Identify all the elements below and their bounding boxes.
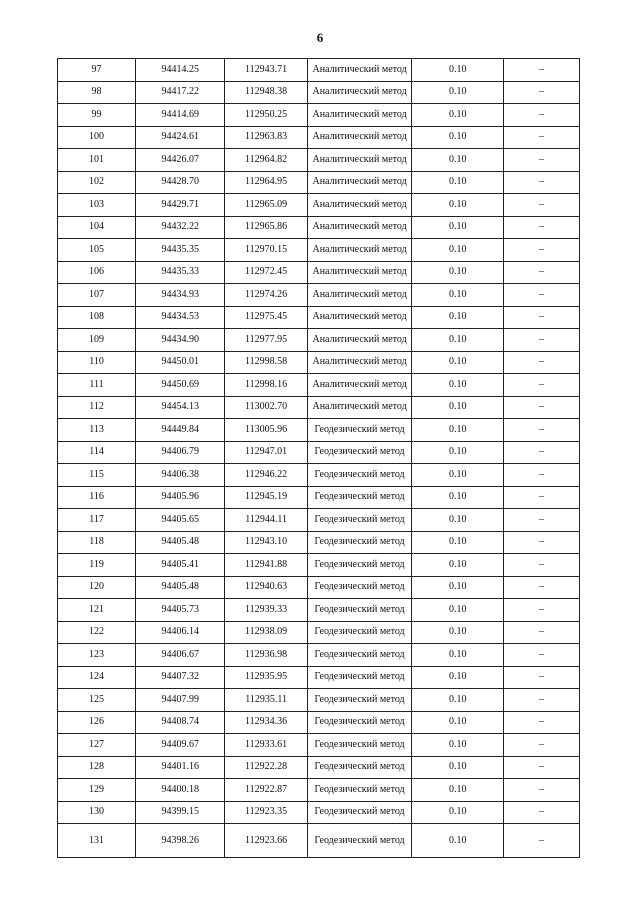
y-coordinate-cell: 112944.11 [225,509,307,532]
accuracy-cell: 0.10 [412,126,503,149]
note-cell: – [503,666,579,689]
method-cell: Аналитический метод [307,396,412,419]
table-row [58,261,580,284]
x-coordinate-cell: 94414.69 [136,104,225,127]
accuracy-cell: 0.10 [412,284,503,307]
x-coordinate-cell: 94432.22 [136,216,225,239]
y-coordinate-cell: 112974.26 [225,284,307,307]
y-coordinate-cell: 112965.86 [225,216,307,239]
point-number-cell: 117 [58,509,136,532]
note-cell: – [503,149,579,172]
accuracy-cell: 0.10 [412,486,503,509]
accuracy-cell: 0.10 [412,689,503,712]
accuracy-cell: 0.10 [412,756,503,779]
method-cell: Геодезический метод [307,711,412,734]
y-coordinate-cell: 112977.95 [225,329,307,352]
method-cell: Геодезический метод [307,554,412,577]
table-row [58,306,580,329]
x-coordinate-cell: 94406.79 [136,441,225,464]
y-coordinate-cell: 112943.10 [225,531,307,554]
note-cell: – [503,171,579,194]
note-cell: – [503,576,579,599]
table-row [58,374,580,397]
method-cell: Геодезический метод [307,756,412,779]
point-number-cell: 102 [58,171,136,194]
point-number-cell: 101 [58,149,136,172]
accuracy-cell: 0.10 [412,531,503,554]
accuracy-cell: 0.10 [412,81,503,104]
note-cell: – [503,734,579,757]
accuracy-cell: 0.10 [412,576,503,599]
x-coordinate-cell: 94434.90 [136,329,225,352]
method-cell: Аналитический метод [307,261,412,284]
table-row [58,531,580,554]
y-coordinate-cell: 112947.01 [225,441,307,464]
x-coordinate-cell: 94400.18 [136,779,225,802]
y-coordinate-cell: 112965.09 [225,194,307,217]
x-coordinate-cell: 94405.96 [136,486,225,509]
method-cell: Геодезический метод [307,531,412,554]
note-cell: – [503,531,579,554]
accuracy-cell: 0.10 [412,711,503,734]
point-number-cell: 125 [58,689,136,712]
accuracy-cell: 0.10 [412,261,503,284]
method-cell: Геодезический метод [307,599,412,622]
table-row [58,824,580,858]
accuracy-cell: 0.10 [412,194,503,217]
point-number-cell: 119 [58,554,136,577]
point-number-cell: 103 [58,194,136,217]
y-coordinate-cell: 112998.58 [225,351,307,374]
method-cell: Аналитический метод [307,149,412,172]
method-cell: Аналитический метод [307,171,412,194]
y-coordinate-cell: 112964.95 [225,171,307,194]
x-coordinate-cell: 94435.33 [136,261,225,284]
accuracy-cell: 0.10 [412,329,503,352]
x-coordinate-cell: 94407.32 [136,666,225,689]
accuracy-cell: 0.10 [412,59,503,82]
note-cell: – [503,239,579,262]
accuracy-cell: 0.10 [412,464,503,487]
table-row [58,486,580,509]
table-row [58,396,580,419]
y-coordinate-cell: 112950.25 [225,104,307,127]
note-cell: – [503,509,579,532]
point-number-cell: 104 [58,216,136,239]
method-cell: Аналитический метод [307,81,412,104]
table-row [58,576,580,599]
note-cell: – [503,464,579,487]
x-coordinate-cell: 94424.61 [136,126,225,149]
y-coordinate-cell: 112922.87 [225,779,307,802]
table-row [58,351,580,374]
y-coordinate-cell: 112963.83 [225,126,307,149]
x-coordinate-cell: 94405.41 [136,554,225,577]
x-coordinate-cell: 94429.71 [136,194,225,217]
accuracy-cell: 0.10 [412,239,503,262]
y-coordinate-cell: 112935.95 [225,666,307,689]
table-row [58,419,580,442]
table-row [58,666,580,689]
note-cell: – [503,216,579,239]
method-cell: Геодезический метод [307,689,412,712]
point-number-cell: 120 [58,576,136,599]
point-number-cell: 116 [58,486,136,509]
accuracy-cell: 0.10 [412,644,503,667]
table-row [58,644,580,667]
point-number-cell: 111 [58,374,136,397]
y-coordinate-cell: 112939.33 [225,599,307,622]
y-coordinate-cell: 113005.96 [225,419,307,442]
accuracy-cell: 0.10 [412,599,503,622]
y-coordinate-cell: 112946.22 [225,464,307,487]
table-row [58,621,580,644]
x-coordinate-cell: 94428.70 [136,171,225,194]
y-coordinate-cell: 112948.38 [225,81,307,104]
note-cell: – [503,689,579,712]
accuracy-cell: 0.10 [412,396,503,419]
note-cell: – [503,756,579,779]
x-coordinate-cell: 94409.67 [136,734,225,757]
x-coordinate-cell: 94399.15 [136,801,225,824]
y-coordinate-cell: 112936.98 [225,644,307,667]
x-coordinate-cell: 94449.84 [136,419,225,442]
note-cell: – [503,284,579,307]
note-cell: – [503,824,579,858]
accuracy-cell: 0.10 [412,104,503,127]
method-cell: Геодезический метод [307,464,412,487]
page-number: 6 [316,30,324,45]
note-cell: – [503,441,579,464]
y-coordinate-cell: 112998.16 [225,374,307,397]
method-cell: Аналитический метод [307,374,412,397]
note-cell: – [503,621,579,644]
method-cell: Геодезический метод [307,441,412,464]
note-cell: – [503,419,579,442]
y-coordinate-cell: 112923.35 [225,801,307,824]
y-coordinate-cell: 112943.71 [225,59,307,82]
point-number-cell: 126 [58,711,136,734]
point-number-cell: 129 [58,779,136,802]
table-row [58,194,580,217]
x-coordinate-cell: 94435.35 [136,239,225,262]
table-row [58,599,580,622]
method-cell: Геодезический метод [307,509,412,532]
table-row [58,284,580,307]
x-coordinate-cell: 94406.14 [136,621,225,644]
note-cell: – [503,554,579,577]
point-number-cell: 100 [58,126,136,149]
y-coordinate-cell: 112975.45 [225,306,307,329]
accuracy-cell: 0.10 [412,419,503,442]
table-row [58,464,580,487]
table-row [58,554,580,577]
y-coordinate-cell: 112940.63 [225,576,307,599]
point-number-cell: 97 [58,59,136,82]
point-number-cell: 123 [58,644,136,667]
table-row [58,81,580,104]
method-cell: Аналитический метод [307,59,412,82]
method-cell: Геодезический метод [307,666,412,689]
method-cell: Геодезический метод [307,486,412,509]
method-cell: Геодезический метод [307,419,412,442]
accuracy-cell: 0.10 [412,171,503,194]
table-row [58,104,580,127]
method-cell: Геодезический метод [307,824,412,858]
note-cell: – [503,126,579,149]
x-coordinate-cell: 94405.48 [136,576,225,599]
accuracy-cell: 0.10 [412,351,503,374]
note-cell: – [503,306,579,329]
accuracy-cell: 0.10 [412,216,503,239]
accuracy-cell: 0.10 [412,824,503,858]
method-cell: Аналитический метод [307,351,412,374]
note-cell: – [503,261,579,284]
point-number-cell: 110 [58,351,136,374]
point-number-cell: 114 [58,441,136,464]
method-cell: Аналитический метод [307,104,412,127]
method-cell: Геодезический метод [307,779,412,802]
note-cell: – [503,801,579,824]
table-row [58,216,580,239]
accuracy-cell: 0.10 [412,734,503,757]
x-coordinate-cell: 94454.13 [136,396,225,419]
point-number-cell: 128 [58,756,136,779]
x-coordinate-cell: 94405.48 [136,531,225,554]
method-cell: Геодезический метод [307,801,412,824]
table-row [58,329,580,352]
table-row [58,756,580,779]
x-coordinate-cell: 94450.01 [136,351,225,374]
x-coordinate-cell: 94405.73 [136,599,225,622]
method-cell: Аналитический метод [307,216,412,239]
method-cell: Геодезический метод [307,621,412,644]
accuracy-cell: 0.10 [412,779,503,802]
accuracy-cell: 0.10 [412,149,503,172]
method-cell: Аналитический метод [307,126,412,149]
table-row [58,59,580,82]
point-number-cell: 105 [58,239,136,262]
note-cell: – [503,486,579,509]
point-number-cell: 108 [58,306,136,329]
x-coordinate-cell: 94426.07 [136,149,225,172]
note-cell: – [503,194,579,217]
x-coordinate-cell: 94406.67 [136,644,225,667]
table-row [58,126,580,149]
y-coordinate-cell: 112970.15 [225,239,307,262]
x-coordinate-cell: 94401.16 [136,756,225,779]
y-coordinate-cell: 112938.09 [225,621,307,644]
method-cell: Геодезический метод [307,576,412,599]
y-coordinate-cell: 112941.88 [225,554,307,577]
x-coordinate-cell: 94434.53 [136,306,225,329]
table-row [58,711,580,734]
accuracy-cell: 0.10 [412,666,503,689]
x-coordinate-cell: 94417.22 [136,81,225,104]
accuracy-cell: 0.10 [412,554,503,577]
note-cell: – [503,81,579,104]
point-number-cell: 130 [58,801,136,824]
accuracy-cell: 0.10 [412,306,503,329]
method-cell: Аналитический метод [307,284,412,307]
y-coordinate-cell: 113002.70 [225,396,307,419]
table-row [58,779,580,802]
method-cell: Аналитический метод [307,329,412,352]
y-coordinate-cell: 112945.19 [225,486,307,509]
accuracy-cell: 0.10 [412,374,503,397]
table-row [58,441,580,464]
point-number-cell: 127 [58,734,136,757]
note-cell: – [503,351,579,374]
note-cell: – [503,59,579,82]
accuracy-cell: 0.10 [412,621,503,644]
point-number-cell: 122 [58,621,136,644]
y-coordinate-cell: 112964.82 [225,149,307,172]
method-cell: Аналитический метод [307,194,412,217]
y-coordinate-cell: 112923.66 [225,824,307,858]
y-coordinate-cell: 112922.28 [225,756,307,779]
method-cell: Аналитический метод [307,306,412,329]
point-number-cell: 118 [58,531,136,554]
point-number-cell: 121 [58,599,136,622]
note-cell: – [503,779,579,802]
table-row [58,239,580,262]
y-coordinate-cell: 112972.45 [225,261,307,284]
method-cell: Геодезический метод [307,734,412,757]
note-cell: – [503,329,579,352]
y-coordinate-cell: 112935.11 [225,689,307,712]
point-number-cell: 106 [58,261,136,284]
point-number-cell: 112 [58,396,136,419]
x-coordinate-cell: 94450.69 [136,374,225,397]
point-number-cell: 131 [58,824,136,858]
x-coordinate-cell: 94405.65 [136,509,225,532]
note-cell: – [503,374,579,397]
method-cell: Геодезический метод [307,644,412,667]
note-cell: – [503,644,579,667]
table-row [58,734,580,757]
note-cell: – [503,599,579,622]
x-coordinate-cell: 94414.25 [136,59,225,82]
x-coordinate-cell: 94406.38 [136,464,225,487]
x-coordinate-cell: 94407.99 [136,689,225,712]
method-cell: Аналитический метод [307,239,412,262]
x-coordinate-cell: 94434.93 [136,284,225,307]
x-coordinate-cell: 94398.26 [136,824,225,858]
point-number-cell: 109 [58,329,136,352]
table-row [58,801,580,824]
note-cell: – [503,104,579,127]
table-row [58,689,580,712]
x-coordinate-cell: 94408.74 [136,711,225,734]
table-row [58,171,580,194]
point-number-cell: 115 [58,464,136,487]
point-number-cell: 99 [58,104,136,127]
y-coordinate-cell: 112933.61 [225,734,307,757]
point-number-cell: 98 [58,81,136,104]
y-coordinate-cell: 112934.36 [225,711,307,734]
accuracy-cell: 0.10 [412,801,503,824]
note-cell: – [503,396,579,419]
table-row [58,509,580,532]
table-row [58,149,580,172]
accuracy-cell: 0.10 [412,509,503,532]
coordinates-table-body [58,59,580,858]
point-number-cell: 107 [58,284,136,307]
point-number-cell: 124 [58,666,136,689]
coordinates-table [57,58,580,858]
point-number-cell: 113 [58,419,136,442]
accuracy-cell: 0.10 [412,441,503,464]
note-cell: – [503,711,579,734]
